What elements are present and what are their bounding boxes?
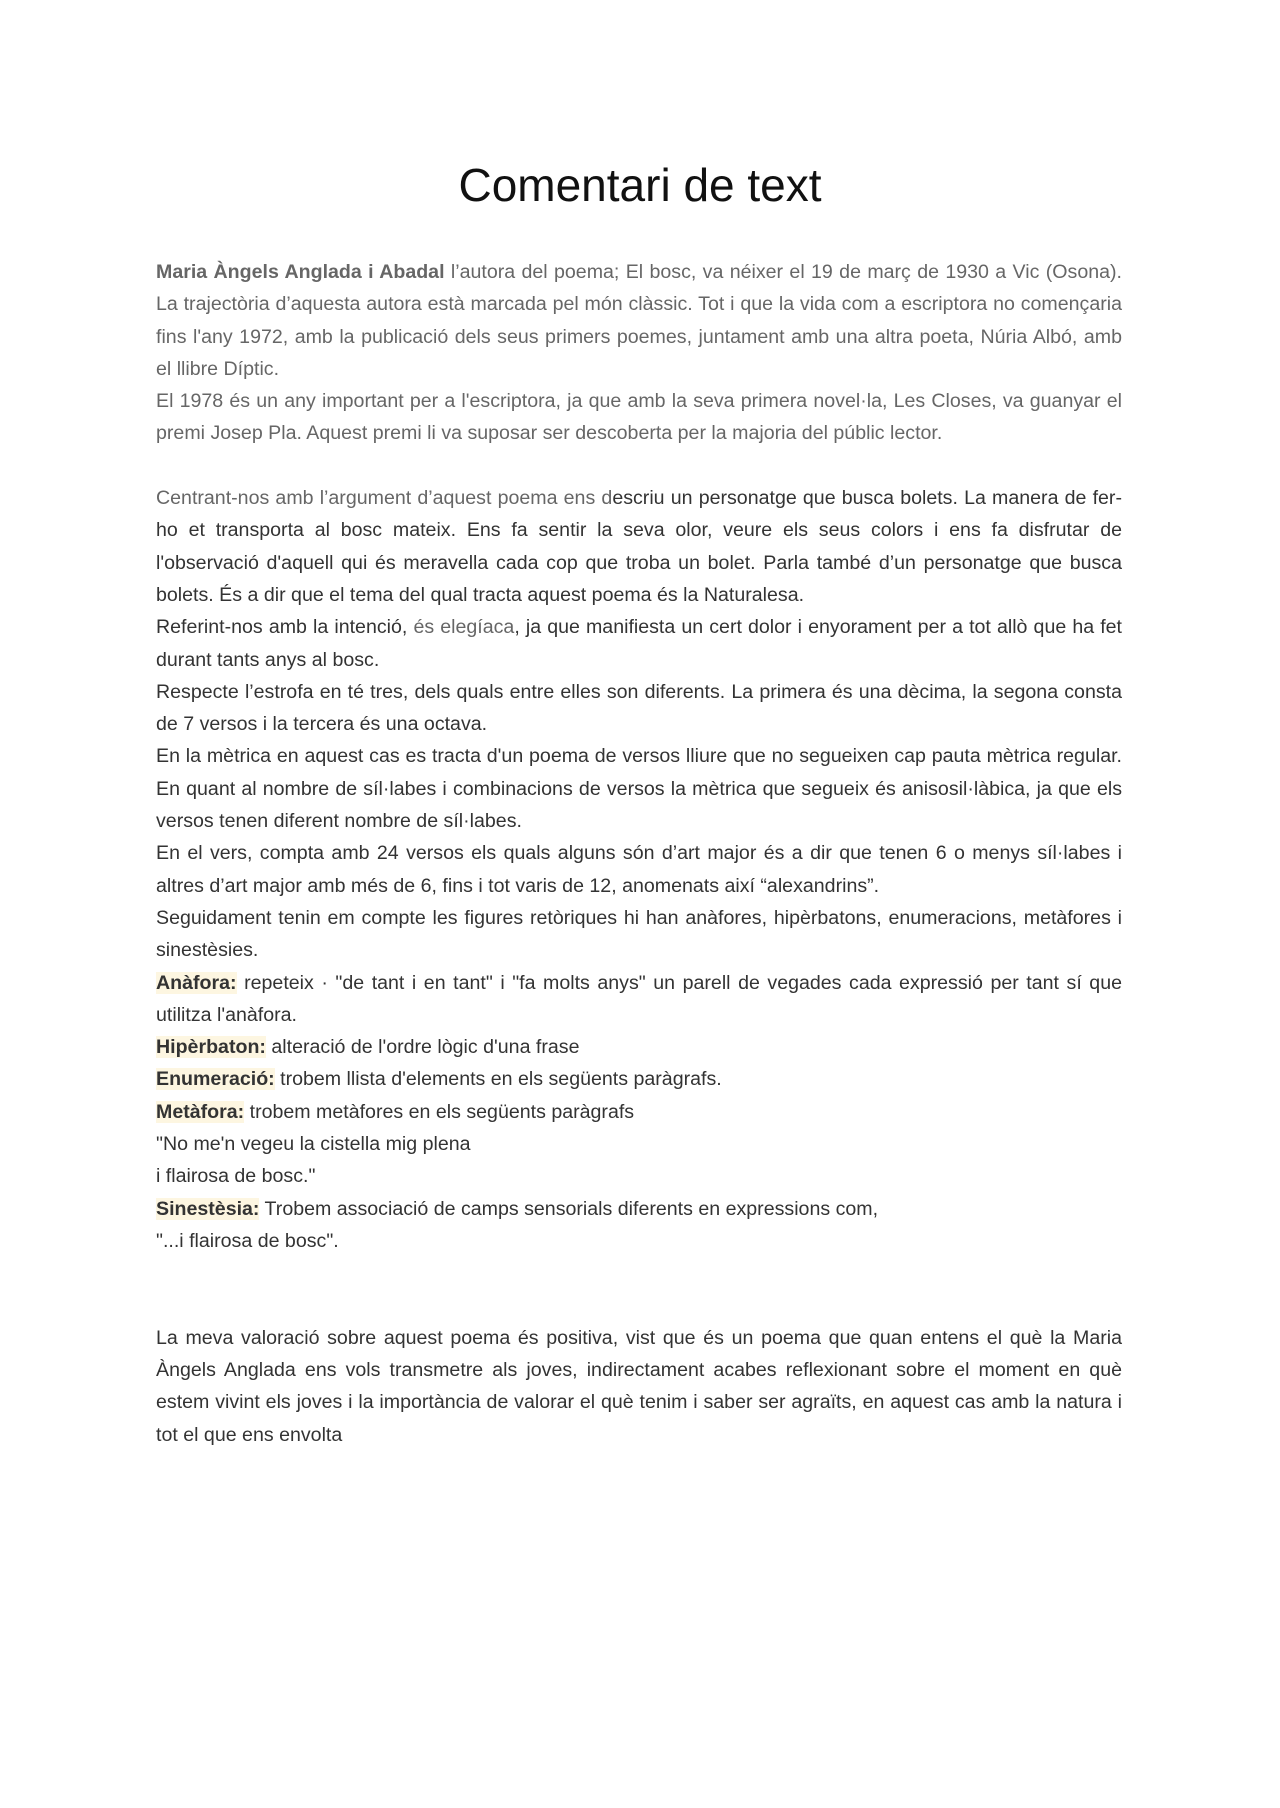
figure-term: Metàfora: [156, 1100, 245, 1123]
intention-text: Referint-nos amb la intenció, [156, 616, 414, 639]
argument-paragraph [156, 482, 1122, 611]
metric-paragraph: En la mètrica en aquest cas es tracta d'un poema de versos lliure que no segueixen cap pauta mètrica regular. En quant al nombre de síl·labes i combinacions de versos la mètrica que segueix és anisosil·làbica, ja que els versos tenen diferent nombre de síl·labes. [156, 745, 1122, 833]
figure-enumeracio [156, 1063, 1122, 1095]
spacer [156, 1257, 1122, 1289]
quote-line: i flairosa de bosc." [156, 1165, 316, 1188]
spacer [156, 1290, 1122, 1322]
figure-term: Anàfora: [156, 971, 237, 994]
figure-term: Hipèrbaton: [156, 1036, 266, 1059]
figure-sinestesia [156, 1193, 1122, 1225]
intention-text-rest: , ja que manifiesta un cert dolor i enyorament per a tot allò que ha fet durant tants anys al bosc. [156, 616, 1123, 671]
argument-text-gray: Centrant-nos amb l’argument d’aquest poema ens d [156, 487, 613, 510]
intention-highlight: és elegíaca [413, 616, 515, 639]
figure-text: Trobem associació de camps sensorials diferents en expressions com, [259, 1197, 879, 1220]
sinestesia-example: "...i flairosa de bosc". [156, 1229, 339, 1252]
figures-paragraph: Seguidament tenin em compte les figures retòriques hi han anàfores, hipèrbatons, enumeracions, metàfores i sinestèsies. [156, 906, 1122, 962]
figure-term: Enumeració: [156, 1068, 275, 1091]
argument-text: escriu un personatge que busca bolets. La manera de fer-ho et transporta al bosc mateix. Ens fa sentir la seva olor, veure els seus colors i ens fa disfrutar de l'observació d'aquell qui és meravella cada cop que troba un bolet. Parla també d’un personatge que busca bolets. És a dir que el tema del qual tracta aquest poema és la Naturalesa. [156, 487, 1122, 606]
conclusion-paragraph: La meva valoració sobre aquest poema és positiva, vist que és un poema que quan entens el què la Maria Àngels Anglada ens vols transmetre als joves, indirectament acabes reflexionant sobre el moment en què estem vivint els joves i la importància de valorar el què tenim i saber ser agraïts, en aquest cas amb la natura i tot el que ens envolta [156, 1326, 1122, 1446]
award-paragraph: El 1978 és un any important per a l'escriptora, ja que amb la seva primera novel·la, Les Closes, va guanyar el premi Josep Pla. Aquest premi li va suposar ser descoberta per la majoria del públic lector. [156, 390, 1122, 445]
figure-text: trobem llista d'elements en els següents paràgrafs. [274, 1068, 722, 1091]
figure-text: alteració de l'ordre lògic d'una frase [265, 1036, 580, 1059]
intention-paragraph [156, 611, 1122, 676]
document-title: Comentari de text [458, 159, 822, 211]
figure-text: trobem metàfores en els següents paràgrafs [244, 1100, 635, 1123]
intro-paragraph [156, 256, 1122, 385]
intro-text: l’autora del poema; El bosc, va néixer el 19 de març de 1930 a Vic (Osona). La trajectòria d’aquesta autora està marcada pel món clàssic. Tot i que la vida com a escriptora no començaria fins l'any 1972, amb la publicació dels seus primers poemes, juntament amb una altra poeta, Núria Albó, amb el llibre Díptic. [156, 261, 1122, 380]
quote-line: "No me'n vegeu la cistella mig plena [156, 1133, 471, 1156]
figure-anafora [156, 967, 1122, 1032]
strophe-paragraph: Respecte l’estrofa en té tres, dels quals entre elles son diferents. La primera és una dècima, la segona consta de 7 versos i la tercera és una octava. [156, 680, 1122, 736]
figure-text: repeteix · "de tant i en tant" i "fa molts anys" un parell de vegades cada expressió per tant sí que utilitza l'anàfora. [156, 971, 1122, 1026]
document-body [156, 256, 1122, 1451]
figure-hiperbaton [156, 1031, 1122, 1063]
verse-paragraph: En el vers, compta amb 24 versos els quals alguns són d’art major és a dir que tenen 6 o menys síl·labes i altres d’art major amb més de 6, fins i tot varis de 12, anomenats així “alexandrins”. [156, 842, 1122, 897]
spacer [156, 450, 1122, 482]
figure-metafora [156, 1096, 1122, 1128]
figure-term: Sinestèsia: [156, 1197, 260, 1220]
author-name: Maria Àngels Anglada i Abadal [156, 261, 445, 283]
